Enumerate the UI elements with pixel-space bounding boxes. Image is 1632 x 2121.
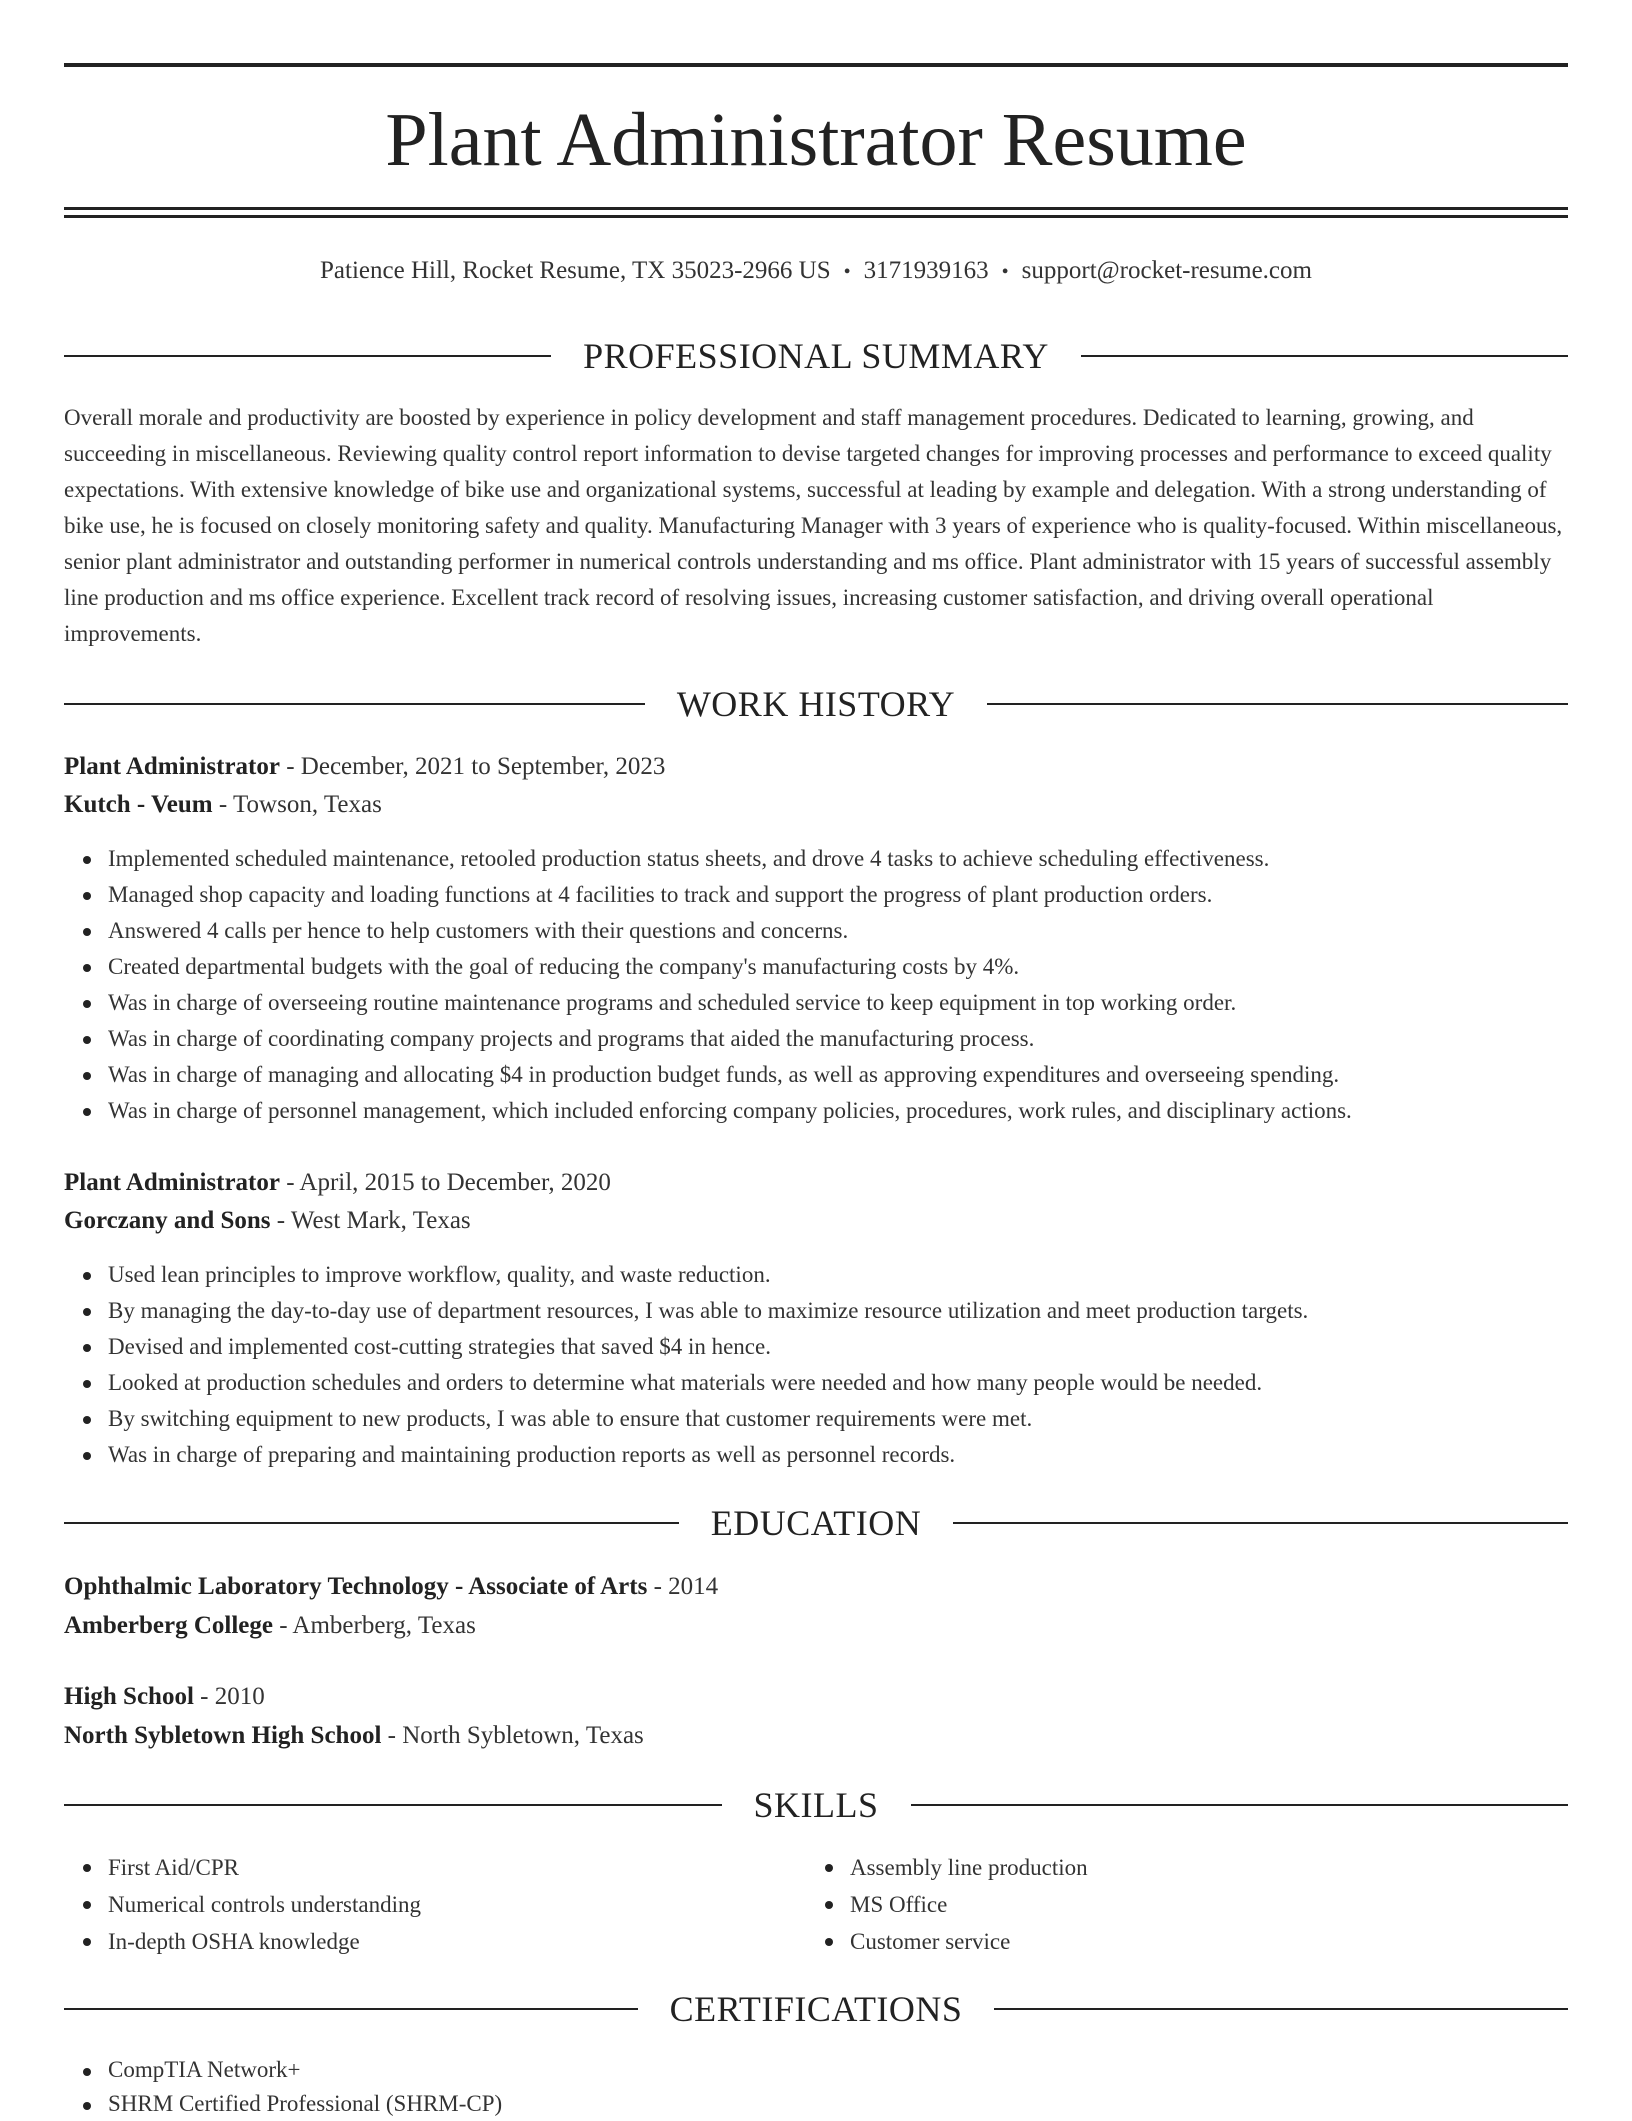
education-degree-line [64,1679,1568,1715]
education-year: - 2014 [647,1573,719,1600]
job-dates: - April, 2015 to December, 2020 [279,1169,611,1196]
education-year: - 2010 [193,1683,265,1710]
education-school: North Sybletown High School [64,1722,382,1749]
page-title: Plant Administrator Resume [385,98,1247,182]
list-item: Used lean principles to improve workflow, quality, and waste reduction. [108,1257,1612,1293]
education-degree: High School [64,1683,194,1710]
contact-phone: 3171939163 [863,257,989,284]
section-rule [1081,355,1568,357]
list-item: In-depth OSHA knowledge [108,1923,808,1960]
skills-list-right [806,1849,1550,1960]
section-rule [994,2008,1568,2010]
education-degree-line [64,1569,1568,1605]
job-company: Kutch - Veum [64,791,213,818]
section-title: SKILLS [753,1785,879,1825]
list-item: Created departmental budgets with the goal of reducing the company's manufacturing costs by 4%. [108,949,1612,985]
section-title: CERTIFICATIONS [669,1989,963,2029]
list-item: Implemented scheduled maintenance, retooled production status sheets, and drove 4 tasks to achieve scheduling effectiveness. [108,841,1612,877]
list-item: Was in charge of overseeing routine maintenance programs and scheduled service to keep equipment in top working order. [108,985,1612,1021]
list-item: By managing the day-to-day use of department resources, I was able to maximize resource utilization and meet production targets. [108,1293,1612,1329]
skills-list-left [64,1849,808,1960]
job-location: - West Mark, Texas [270,1207,471,1234]
section-header-education [64,1501,1568,1545]
list-item: Managed shop capacity and loading functions at 4 facilities to track and support the progress of plant production orders. [108,877,1612,913]
contact-address: Patience Hill, Rocket Resume, TX 35023-2966 US [320,257,831,284]
education-school-line [64,1608,1568,1644]
list-item: Answered 4 calls per hence to help customers with their questions and concerns. [108,913,1612,949]
header-top-rule [64,63,1568,67]
list-item: Numerical controls understanding [108,1886,808,1923]
job-title-line [64,749,1568,785]
certifications-list [64,2053,1612,2121]
job-title-line [64,1165,1568,1201]
list-item: MS Office [850,1886,1550,1923]
section-rule [64,355,551,357]
job-company-line [64,787,1568,823]
section-header-work-history [64,682,1568,726]
section-title: PROFESSIONAL SUMMARY [583,336,1049,376]
section-rule [64,2008,638,2010]
section-header-certifications [64,1987,1568,2031]
section-rule [911,1804,1569,1806]
section-rule [64,1804,722,1806]
section-rule [987,703,1568,705]
section-header-skills [64,1783,1568,1827]
job-bullets [64,841,1612,1129]
job-company: Gorczany and Sons [64,1207,271,1234]
contact-line [64,254,1568,289]
contact-email: support@rocket-resume.com [1021,257,1312,284]
summary-text: Overall morale and productivity are boosted by experience in policy development and staff management procedures. Dedicated to learning, growing, and succeeding in miscellaneous. Reviewing quality control report information to devise targeted changes for improving processes and performance to exceed quality expectations. With extensive knowledge of bike use and organizational systems, successful at leading by example and delegation. With a strong understanding of bike use, he is focused on closely monitoring safety and quality. Manufacturing Manager with 3 years of experience who is quality-focused. Within miscellaneous, senior plant administrator and outstanding performer in numerical controls understanding and ms office. Plant administrator with 15 years of successful assembly line production and ms office experience. Excellent track record of resolving issues, increasing customer satisfaction, and driving overall operational improvements. [64,405,1563,646]
section-rule [64,703,645,705]
education-degree: Ophthalmic Laboratory Technology - Associate of Arts [64,1573,648,1600]
education-school: Amberberg College [64,1612,273,1639]
education-location: - Amberberg, Texas [272,1612,476,1639]
list-item: CompTIA Network+ [108,2053,1612,2087]
list-item: Was in charge of managing and allocating $4 in production budget funds, as well as approving expenditures and overseeing spending. [108,1057,1612,1093]
education-school-line [64,1718,1568,1754]
section-rule [953,1522,1568,1524]
contact-separator: • [843,261,851,283]
list-item: First Aid/CPR [108,1849,808,1886]
contact-separator: • [1001,261,1009,283]
list-item: SHRM Certified Professional (SHRM-CP) [108,2087,1612,2121]
job-bullets [64,1257,1612,1473]
list-item: Devised and implemented cost-cutting strategies that saved $4 in hence. [108,1329,1612,1365]
list-item: Customer service [850,1923,1550,1960]
list-item: Was in charge of preparing and maintaining production reports as well as personnel records. [108,1437,1612,1473]
section-header-summary [64,334,1568,378]
section-title: WORK HISTORY [676,684,956,724]
section-rule [64,1522,679,1524]
education-location: - North Sybletown, Texas [381,1722,644,1749]
job-location: - Towson, Texas [212,791,382,818]
list-item: Was in charge of coordinating company projects and programs that aided the manufacturing process. [108,1021,1612,1057]
job-title: Plant Administrator [64,753,280,780]
list-item: By switching equipment to new products, I was able to ensure that customer requirements were met. [108,1401,1612,1437]
list-item: Assembly line production [850,1849,1550,1886]
job-dates: - December, 2021 to September, 2023 [279,753,666,780]
job-company-line [64,1203,1568,1239]
job-title: Plant Administrator [64,1169,280,1196]
list-item: Was in charge of personnel management, which included enforcing company policies, procedures, work rules, and disciplinary actions. [108,1093,1612,1129]
list-item: Looked at production schedules and orders to determine what materials were needed and how many people would be needed. [108,1365,1612,1401]
header-rule-lower [64,215,1568,218]
section-title: EDUCATION [710,1503,922,1543]
header-rule-upper [64,207,1568,210]
